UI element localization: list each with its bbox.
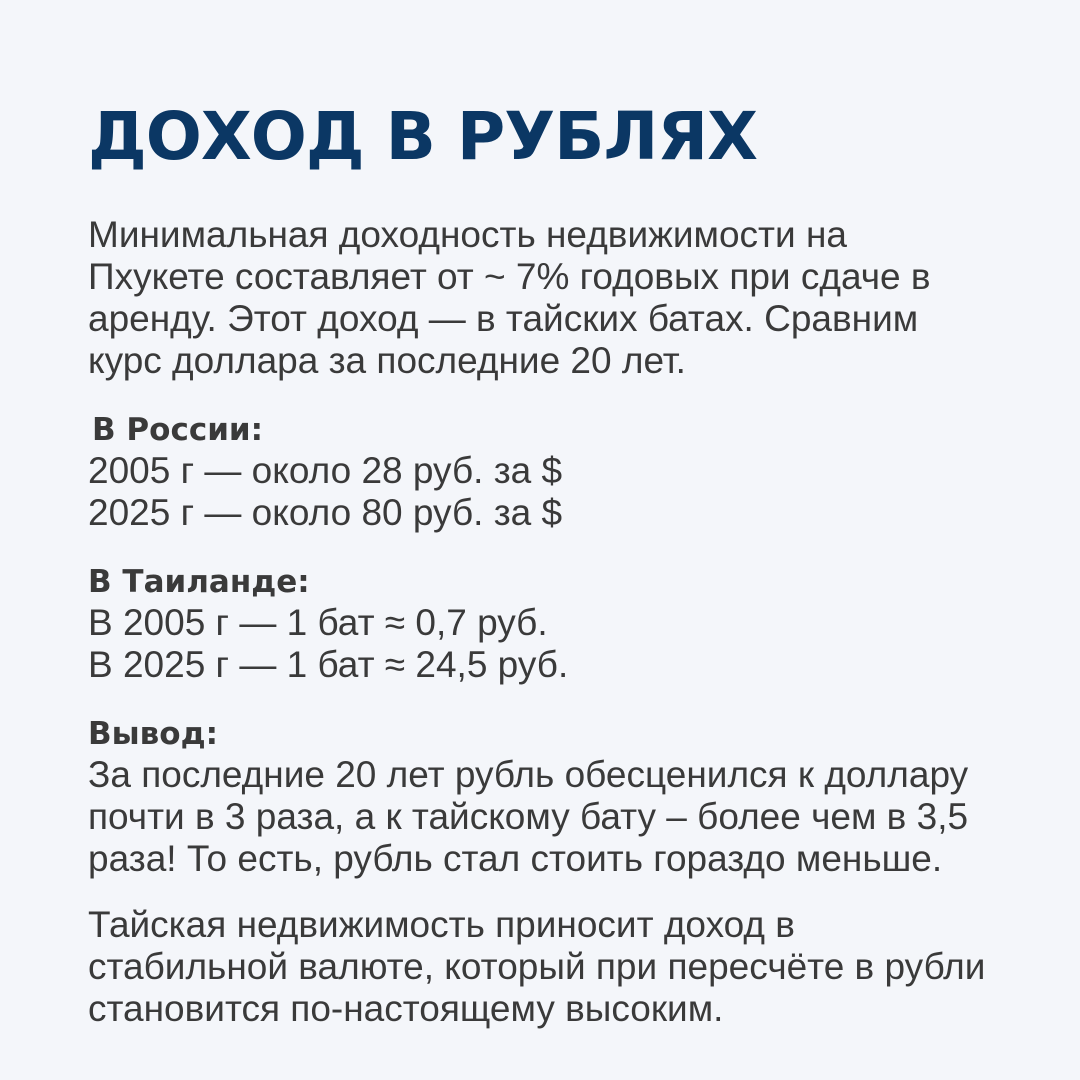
conclusion-section [88, 714, 994, 880]
page-title: ДОХОД В РУБЛЯХ [88, 98, 758, 175]
closing-paragraph: Тайская недвижимость приносит доход в стабильной валюте, который при пересчёте в рубли становится по-настоящему высоким. [88, 904, 986, 1029]
russia-heading: В России: [92, 412, 264, 448]
thailand-line-2025: В 2025 г — 1 бат ≈ 24,5 руб. [88, 644, 569, 685]
conclusion-text: За последние 20 лет рубль обесценился к доллару почти в 3 раза, а к тайскому бату – более чем в 3,5 раза! То есть, рубль стал стоить гораздо меньше. [88, 754, 969, 879]
intro-paragraph: Минимальная доходность недвижимости на Пхукете составляет от ~ 7% годовых при сдаче в аренду. Этот доход — в тайских батах. Сравним курс доллара за последние 20 лет. [88, 214, 931, 381]
thailand-heading: В Таиланде: [88, 564, 310, 600]
thailand-line-2005: В 2005 г — 1 бат ≈ 0,7 руб. [88, 602, 548, 643]
thailand-section [88, 562, 994, 686]
russia-line-2025: 2025 г — около 80 руб. за $ [88, 492, 563, 533]
russia-section [88, 410, 994, 534]
russia-line-2005: 2005 г — около 28 руб. за $ [88, 450, 563, 491]
conclusion-heading: Вывод: [88, 716, 219, 752]
